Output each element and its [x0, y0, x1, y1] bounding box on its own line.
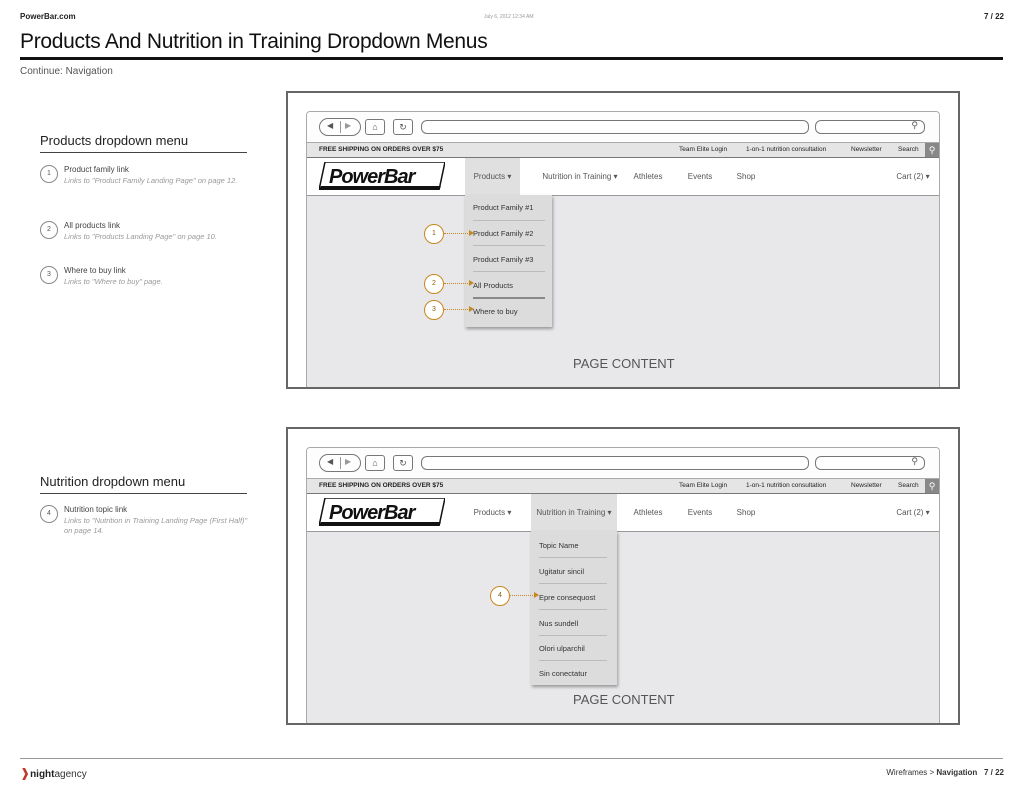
- back-forward-buttons[interactable]: [319, 454, 361, 472]
- cart-label: Cart (2): [896, 508, 924, 517]
- nav-athletes[interactable]: Athletes: [633, 172, 663, 181]
- nav-nutrition-in-training[interactable]: Nutrition in Training ▾: [531, 494, 617, 531]
- note-number: 4: [40, 505, 58, 523]
- logo-text: PowerBar: [329, 502, 415, 524]
- nav-label: Products: [473, 172, 506, 181]
- back-arrow-icon[interactable]: ◀: [327, 121, 334, 130]
- callout-marker: 3: [424, 300, 444, 320]
- nav-label: Nutrition in Training: [536, 508, 606, 517]
- callout-marker: 2: [424, 274, 444, 294]
- callout-arrow: [444, 233, 470, 234]
- crumb-section: Wireframes: [886, 768, 928, 777]
- home-icon[interactable]: ⌂: [365, 119, 385, 135]
- callout-marker: 4: [490, 586, 510, 606]
- note-number: 1: [40, 165, 58, 183]
- address-bar[interactable]: [421, 120, 809, 134]
- nightagency-logo: [20, 766, 87, 780]
- search-icon: ⚲: [911, 456, 918, 466]
- note-description: Links to "Product Family Landing Page" on page 12.: [64, 176, 238, 185]
- browser-search-field[interactable]: [815, 456, 925, 470]
- refresh-icon[interactable]: ↻: [393, 119, 413, 135]
- search-link[interactable]: Search: [898, 482, 919, 489]
- nav-products[interactable]: Products ▾: [465, 158, 520, 195]
- search-icon[interactable]: ⚲: [925, 479, 939, 493]
- browser-window: [306, 111, 940, 389]
- wireframe-nutrition-dropdown: [286, 427, 960, 725]
- page-number: 7 / 22: [983, 12, 1004, 21]
- team-elite-login-link[interactable]: Team Elite Login: [679, 146, 728, 153]
- nutrition-consultation-link[interactable]: 1-on-1 nutrition consultation: [746, 482, 827, 489]
- page-content-placeholder: PAGE CONTENT: [573, 356, 675, 371]
- nav-products[interactable]: Products ▾: [473, 508, 512, 517]
- section-divider: [40, 152, 247, 153]
- note-number: 2: [40, 221, 58, 239]
- footer-divider: [20, 758, 1003, 759]
- nav-label: Products: [473, 508, 506, 517]
- wireframe-products-dropdown: [286, 91, 960, 389]
- nutrition-dropdown-menu: Topic Name Ugitatur sincil Epre consequost Nus sundell Olori ulparchil Sin conectatur: [531, 531, 617, 685]
- note-description: Links to "Nutrition in Training Landing Page (First Half)" on page 14.: [64, 516, 248, 535]
- powerbar-logo[interactable]: [319, 162, 445, 190]
- note-number: 3: [40, 266, 58, 284]
- site-name: PowerBar.com: [20, 12, 76, 21]
- browser-toolbar: [307, 112, 939, 143]
- forward-arrow-icon[interactable]: ▶: [345, 121, 352, 130]
- callout-arrow: [444, 283, 470, 284]
- page-title: Products And Nutrition in Training Dropdown Menus: [20, 30, 488, 53]
- logo-word-bold: night: [30, 769, 55, 780]
- home-icon[interactable]: ⌂: [365, 455, 385, 471]
- main-navigation: [307, 494, 939, 532]
- products-dropdown-menu: Product Family #1 Product Family #2 Product Family #3 All Products Where to buy: [465, 195, 552, 327]
- note-title: Product family link: [64, 165, 129, 174]
- address-bar[interactable]: [421, 456, 809, 470]
- page-subtitle: Continue: Navigation: [20, 66, 113, 77]
- agency-mark-icon: ❱: [20, 766, 31, 780]
- document-date: July 6, 2012 12:34 AM: [484, 14, 534, 20]
- page-content-placeholder: PAGE CONTENT: [573, 692, 675, 707]
- callout-arrow: [510, 595, 535, 596]
- browser-window: [306, 447, 940, 725]
- title-divider: [20, 57, 1003, 60]
- note-title: Where to buy link: [64, 266, 126, 275]
- cart-label: Cart (2): [896, 172, 924, 181]
- back-arrow-icon[interactable]: ◀: [327, 457, 334, 466]
- logo-word: agency: [54, 769, 87, 780]
- note-title: Nutrition topic link: [64, 505, 128, 514]
- nav-nutrition-in-training[interactable]: Nutrition in Training ▾: [542, 172, 618, 181]
- nav-shop[interactable]: Shop: [736, 508, 756, 517]
- callout-marker: 1: [424, 224, 444, 244]
- note-description: Links to "Where to buy" page.: [64, 277, 163, 286]
- crumb-page: Navigation: [936, 768, 978, 777]
- newsletter-link[interactable]: Newsletter: [851, 482, 882, 489]
- back-forward-buttons[interactable]: [319, 118, 361, 136]
- footer-page-number: 7 / 22: [983, 768, 1004, 777]
- utility-bar: [307, 479, 939, 494]
- browser-toolbar: [307, 448, 939, 479]
- browser-search-field[interactable]: [815, 120, 925, 134]
- team-elite-login-link[interactable]: Team Elite Login: [679, 482, 728, 489]
- nav-athletes[interactable]: Athletes: [633, 508, 663, 517]
- nutrition-consultation-link[interactable]: 1-on-1 nutrition consultation: [746, 146, 827, 153]
- shipping-banner: FREE SHIPPING ON ORDERS OVER $75: [319, 482, 444, 489]
- section-heading-nutrition: Nutrition dropdown menu: [40, 474, 186, 489]
- main-navigation: [307, 158, 939, 196]
- search-icon[interactable]: ⚲: [925, 143, 939, 157]
- nav-events[interactable]: Events: [687, 508, 713, 517]
- newsletter-link[interactable]: Newsletter: [851, 146, 882, 153]
- search-icon: ⚲: [911, 120, 918, 130]
- search-link[interactable]: Search: [898, 146, 919, 153]
- note-description: Links to "Products Landing Page" on page 10.: [64, 232, 217, 241]
- logo-text: PowerBar: [329, 166, 415, 188]
- crumb-separator: >: [929, 768, 935, 777]
- cart-link[interactable]: Cart (2) ▾: [896, 508, 930, 517]
- footer-breadcrumb: [886, 768, 1004, 777]
- section-divider: [40, 493, 247, 494]
- nav-shop[interactable]: Shop: [736, 172, 756, 181]
- callout-arrow: [444, 309, 470, 310]
- section-heading-products: Products dropdown menu: [40, 133, 189, 148]
- note-title: All products link: [64, 221, 121, 230]
- forward-arrow-icon[interactable]: ▶: [345, 457, 352, 466]
- powerbar-logo[interactable]: [319, 498, 445, 526]
- nav-events[interactable]: Events: [687, 172, 713, 181]
- cart-link[interactable]: Cart (2) ▾: [896, 172, 930, 181]
- refresh-icon[interactable]: ↻: [393, 455, 413, 471]
- shipping-banner: FREE SHIPPING ON ORDERS OVER $75: [319, 146, 444, 153]
- nav-label: Nutrition in Training: [542, 172, 612, 181]
- utility-bar: [307, 143, 939, 158]
